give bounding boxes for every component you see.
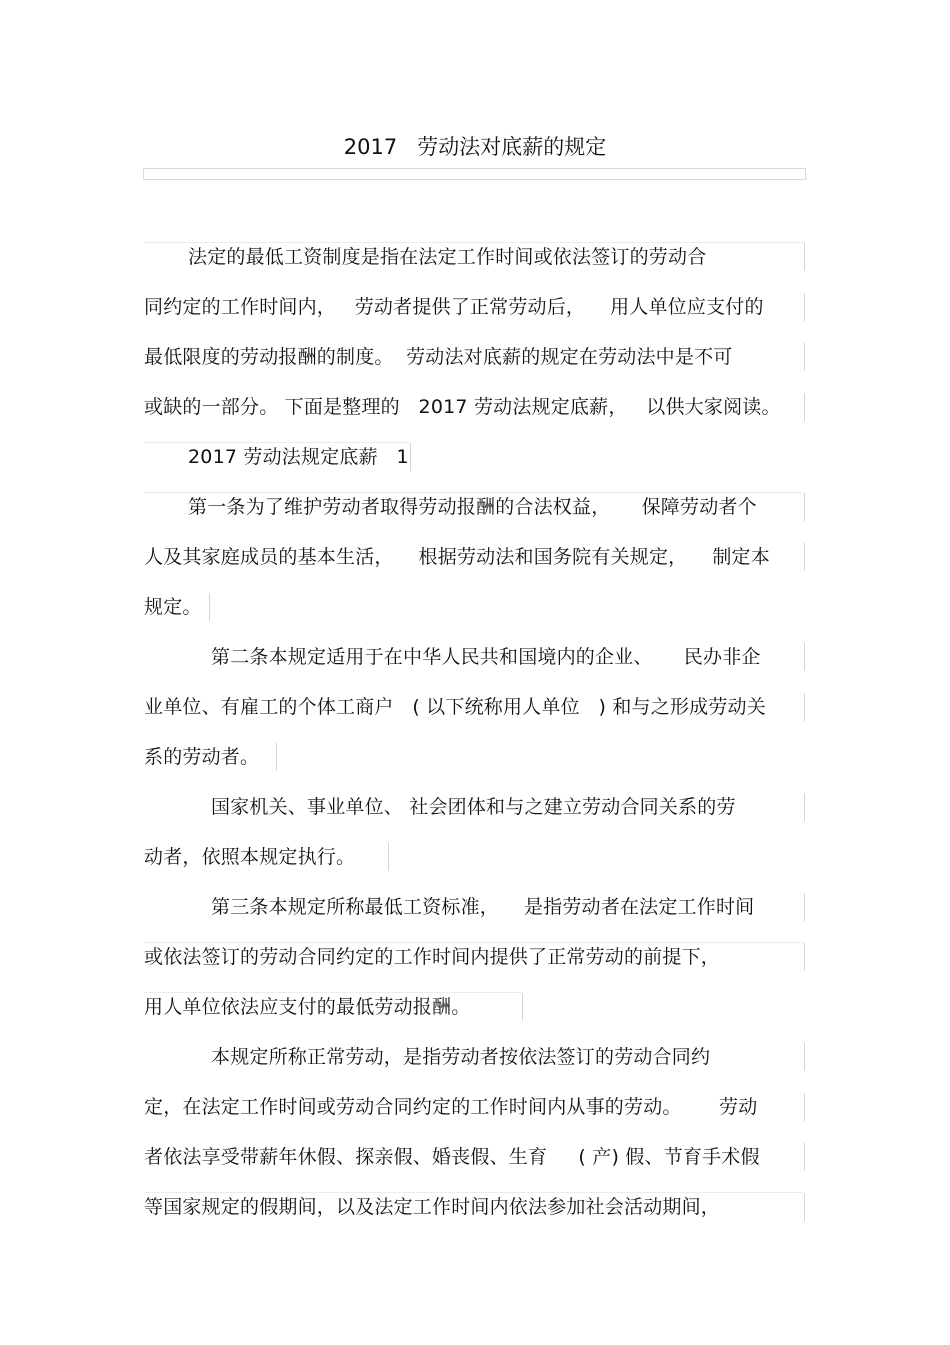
line-edge: [804, 343, 805, 371]
line-rule: [144, 992, 522, 993]
text-line: 或依法签订的劳动合同约定的工作时间内提供了正常劳动的前提下，: [144, 946, 721, 968]
line-rule: [144, 1192, 804, 1193]
line-edge: [804, 943, 805, 971]
text-line: 第一条为了维护劳动者取得劳动报酬的合法权益， 保障劳动者个: [188, 496, 757, 518]
line-edge: [804, 543, 805, 571]
line-edge: [804, 493, 805, 521]
text-line: 用人单位依法应支付的最低劳动报酬。: [144, 996, 471, 1018]
text-line: 规定。: [144, 596, 202, 618]
line-edge: [804, 1043, 805, 1071]
text-line: 动者，依照本规定执行。: [144, 846, 356, 868]
title-underline-box: [143, 168, 806, 180]
line-edge: [388, 843, 389, 871]
text-line: 法定的最低工资制度是指在法定工作时间或依法签订的劳动合: [188, 246, 707, 268]
line-edge: [804, 293, 805, 321]
text-line: 等国家规定的假期间，以及法定工作时间内依法参加社会活动期间，: [144, 1196, 721, 1218]
text-line: 第二条本规定适用于在中华人民共和国境内的企业、 民办非企: [211, 646, 761, 668]
text-line: 第三条本规定所称最低工资标准， 是指劳动者在法定工作时间: [211, 896, 755, 918]
line-edge: [804, 243, 805, 271]
line-edge: [209, 593, 210, 621]
text-line: 人及其家庭成员的基本生活， 根据劳动法和国务院有关规定， 制定本: [144, 546, 770, 568]
text-line: 国家机关、事业单位、 社会团体和与之建立劳动合同关系的劳: [211, 796, 736, 818]
line-edge: [804, 393, 805, 421]
section-heading: 2017 劳动法规定底薪 1: [188, 446, 409, 468]
document-title: 2017 劳动法对底薪的规定: [343, 135, 607, 159]
line-edge: [522, 993, 523, 1021]
text-line: 或缺的一部分。 下面是整理的 2017 劳动法规定底薪， 以供大家阅读。: [144, 396, 781, 418]
line-edge: [804, 1143, 805, 1171]
text-line: 系的劳动者。: [144, 746, 260, 768]
line-edge: [410, 443, 411, 471]
text-line: 最低限度的劳动报酬的制度。 劳动法对底薪的规定在劳动法中是不可: [144, 346, 733, 368]
text-line: 者依法享受带薪年休假、探亲假、婚丧假、生育 ( 产) 假、节育手术假: [144, 1146, 760, 1168]
line-edge: [804, 793, 805, 821]
line-rule: [144, 942, 804, 943]
line-rule: [144, 242, 804, 243]
line-edge: [804, 893, 805, 921]
line-edge: [276, 743, 277, 771]
text-line: 定，在法定工作时间或劳动合同约定的工作时间内从事的劳动。 劳动: [144, 1096, 758, 1118]
text-line: 本规定所称正常劳动，是指劳动者按依法签订的劳动合同约: [211, 1046, 711, 1068]
line-edge: [804, 1093, 805, 1121]
line-edge: [804, 643, 805, 671]
line-edge: [804, 693, 805, 721]
text-line: 同约定的工作时间内， 劳动者提供了正常劳动后， 用人单位应支付的: [144, 296, 764, 318]
text-line: 业单位、有雇工的个体工商户 ( 以下统称用人单位 ) 和与之形成劳动关: [144, 696, 766, 718]
line-rule: [144, 492, 804, 493]
line-rule: [144, 442, 410, 443]
line-edge: [804, 1193, 805, 1221]
